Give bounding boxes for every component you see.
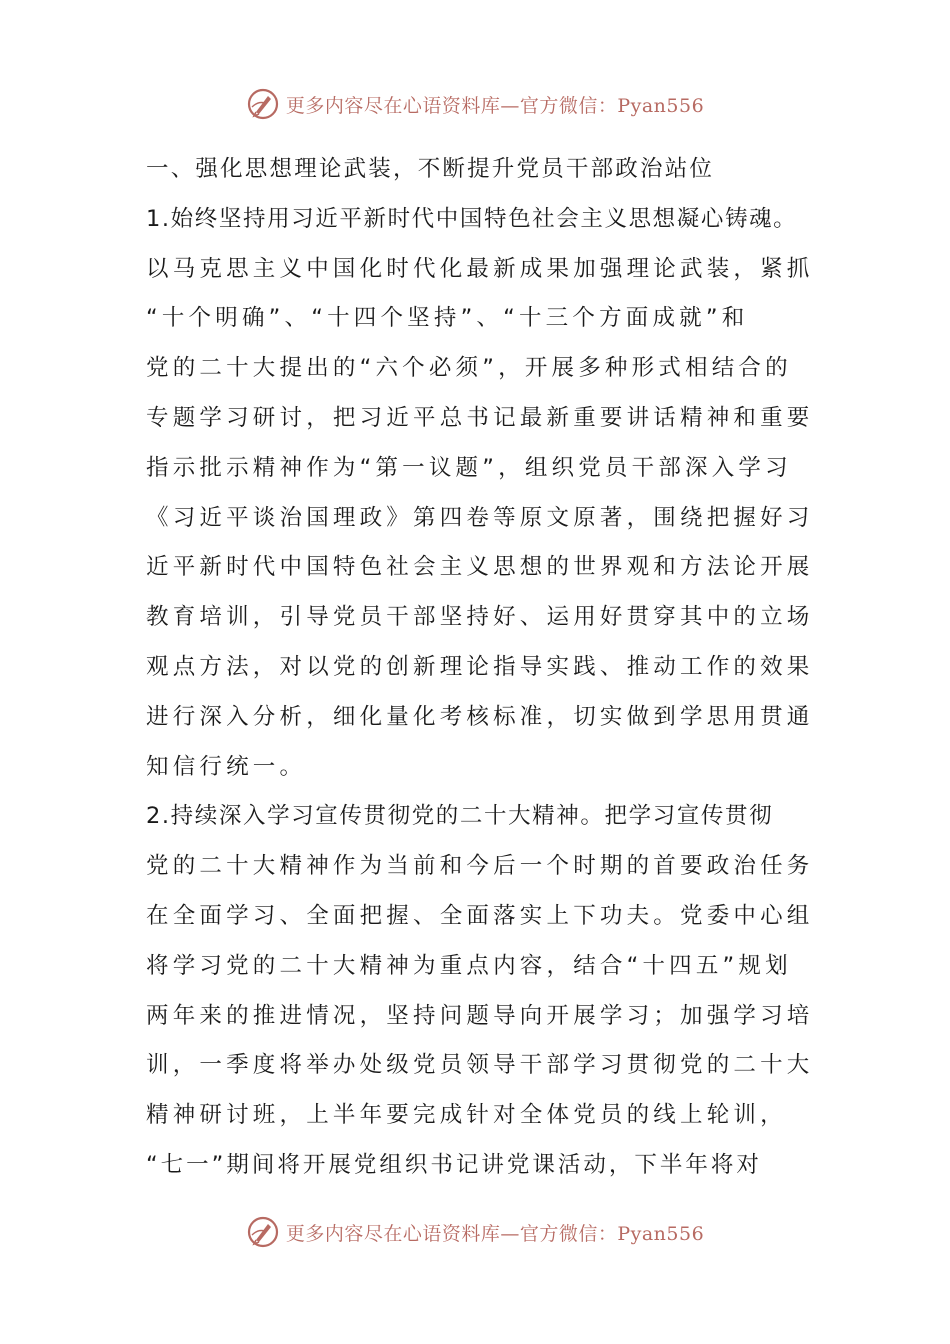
paragraph-line: 观点方法，对以党的创新理论指导实践、推动工作的效果 [146,653,814,680]
paragraph-line: 精神研讨班，上半年要完成针对全体党员的线上轮训， [146,1102,787,1129]
paragraph-line: 专题学习研讨，把习近平总书记最新重要讲话精神和重要 [146,404,814,431]
paragraph-line: 知信行统一。 [146,753,307,780]
paragraph-line: 指示批示精神作为“第一议题”，组织党员干部深入学习 [146,454,792,481]
paragraph-line: 以马克思主义中国化时代化最新成果加强理论武装，紧抓 [146,255,814,282]
paragraph-line: “十个明确”、“十四个坚持”、“十三个方面成就”和 [146,305,749,332]
subsection-heading: 2.持续深入学习宣传贯彻党的二十大精神。把学习宣传贯彻 [146,803,774,830]
header-watermark [0,82,950,126]
paragraph-line: 进行深入分析，细化量化考核标准，切实做到学思用贯通 [146,703,814,730]
document-body [146,145,826,1191]
section-heading: 一、强化思想理论武装，不断提升党员干部政治站位 [146,156,715,182]
paragraph-line: 党的二十大精神作为当前和今后一个时期的首要政治任务 [146,853,814,880]
paragraph-line: 在全面学习、全面把握、全面落实上下功夫。党委中心组 [146,902,814,929]
paragraph-line: 训，一季度将举办处级党员领导干部学习贯彻党的二十大 [146,1052,814,1079]
paragraph-line: 近平新时代中国特色社会主义思想的世界观和方法论开展 [146,554,814,581]
paragraph-line: 将学习党的二十大精神为重点内容，结合“十四五”规划 [146,952,792,979]
watermark-text: 更多内容尽在心语资料库—官方微信：Pyan556 [285,1222,705,1245]
quill-pen-logo-icon [246,87,280,121]
watermark-text: 更多内容尽在心语资料库—官方微信：Pyan556 [285,94,705,117]
paragraph-line: 《习近平谈治国理政》第四卷等原文原著，围绕把握好习 [146,504,814,531]
paragraph-line: 教育培训，引导党员干部坚持好、运用好贯穿其中的立场 [146,604,814,631]
paragraph-line: 党的二十大提出的“六个必须”，开展多种形式相结合的 [146,355,792,382]
subsection-heading: 1.始终坚持用习近平新时代中国特色社会主义思想凝心铸魂。 [146,205,798,232]
footer-watermark [0,1210,950,1254]
paragraph-line: “七一”期间将开展党组织书记讲党课活动，下半年将对 [146,1151,762,1178]
paragraph-line: 两年来的推进情况，坚持问题导向开展学习；加强学习培 [146,1002,814,1029]
quill-pen-logo-icon [246,1215,280,1249]
